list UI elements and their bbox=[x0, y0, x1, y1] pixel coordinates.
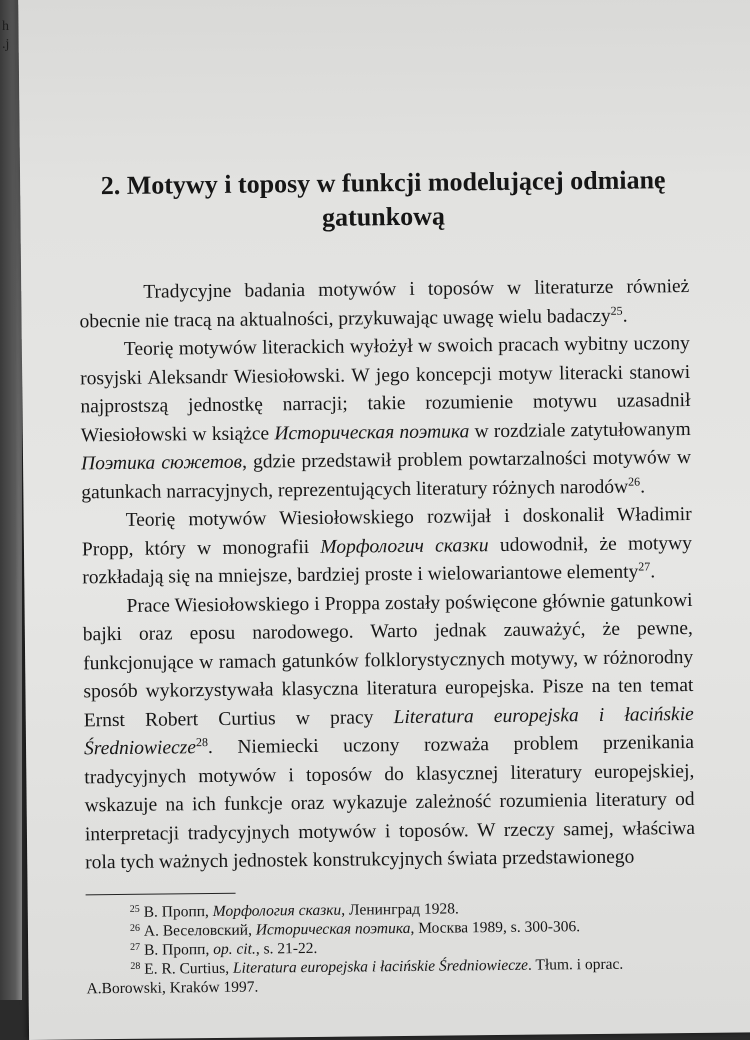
show-through-text: ​ ​ ​ ​ ​ bbox=[738, 0, 740, 125]
paragraph-text: Tradycyjne badania motywów i toposów w literaturze również obecnie nie tracą na aktualności, przykuwając uwagę wielu badaczy bbox=[79, 275, 690, 332]
footnote-number: 28 bbox=[130, 960, 141, 972]
book-title: Literatura europejska i łacińskie Średniowiecze bbox=[83, 703, 694, 760]
paragraph-text: Teorię motywów Wiesiołowskiego rozwijał i doskonalił Władimir Propp, który w monografii bbox=[81, 503, 692, 560]
paragraph-text: Teorię motywów literackich wyłożył w swoich pracach wybitny uczony rosyjski Aleksandr Wiesiołowski. W jego koncepcji motyw literacki stanowi najprostszą jednostkę narracji; takie rozumienie motywu uzasadnił Wiesiołowski w książce bbox=[80, 332, 691, 446]
book-title: Историческая поэтика bbox=[274, 420, 470, 444]
footnote-title: Literatura europejska i łacińskie Średniowiecze bbox=[232, 956, 529, 977]
paragraph-1 bbox=[79, 273, 690, 336]
previous-page-edge bbox=[0, 0, 22, 1000]
section-heading-line1: 2. Motywy i toposy w funkcji modelującej odmianę bbox=[100, 165, 666, 201]
footnote-text: , Москва 1989, s. 300-306. bbox=[410, 917, 581, 937]
book-page bbox=[18, 0, 750, 1040]
footnote-number: 26 bbox=[129, 922, 140, 934]
section-heading-line2: gatunkową bbox=[321, 201, 446, 232]
paragraph-text: udowodnił, że motywy rozkładają się na mniejsze, bardziej proste i wielowariantowe elementy bbox=[82, 532, 693, 589]
paragraph-text: Prace Wiesiołowskiego i Proppa zostały poświęcone głównie gatunkowi bajki oraz eposu narodowego. Warto jednak zauważyć, że pewne, funkcjonujące w ramach gatunków folklorystycznych motywy, w różnorodny sposób wykorzystywała klasyczna literatura europejska. Pisze na ten temat Ernst Robert Curtius w pracy bbox=[82, 589, 694, 731]
paragraph-text: , gdzie przedstawił problem powtarzalności motywów w gatunkach narracyjnych, reprezentujących literatury różnych narodów bbox=[81, 446, 692, 503]
previous-page-fragment: h .j bbox=[2, 19, 10, 52]
paragraph-text: . bbox=[640, 475, 646, 498]
footnote-text: А. Веселовский, bbox=[143, 921, 256, 940]
footnote-title: Историческая поэтика bbox=[255, 919, 411, 939]
footnote-28 bbox=[86, 953, 696, 997]
footnote-number: 25 bbox=[129, 903, 140, 915]
footnote-ref-27: 27 bbox=[638, 559, 651, 574]
footnote-ref-25: 25 bbox=[610, 303, 623, 318]
footnote-text: E. R. Curtius, bbox=[144, 959, 234, 978]
footnote-ref-26: 26 bbox=[628, 474, 641, 489]
paragraph-text: . bbox=[622, 305, 628, 327]
footnote-number: 27 bbox=[130, 941, 141, 953]
paragraph-text: . bbox=[650, 561, 656, 583]
paragraph-text: . Niemiecki uczony rozważa problem przenikania tradycyjnych motywów i toposów do klasycznej literatury europejskiej, wskazuje na ich funkcje oraz wykazuje zależność rozumienia literatury od interpretacji tradycyjnych motywów i toposów. W rzeczy samej, właściwa rola tych ważnych jednostek konstrukcyjnych świata przedstawionego bbox=[84, 731, 696, 874]
footnote-title: Морфология сказки bbox=[212, 901, 342, 920]
paragraph-3 bbox=[82, 501, 693, 593]
footnotes bbox=[86, 896, 697, 997]
footnote-text: В. Пропп, bbox=[143, 902, 213, 921]
paragraph-4 bbox=[82, 586, 695, 877]
footnote-text: В. Пропп, bbox=[143, 940, 214, 959]
paragraph-text: w rozdziale zatytułowanym bbox=[469, 418, 691, 442]
page-content bbox=[78, 163, 697, 998]
paragraph-2 bbox=[80, 330, 692, 507]
footnote-title: op. cit. bbox=[213, 940, 256, 958]
chapter-title: Поэтика сюжетов bbox=[80, 451, 243, 475]
section-heading bbox=[78, 163, 689, 237]
footnote-text: , Ленинград 1928. bbox=[341, 899, 459, 919]
footnote-text: , s. 21-22. bbox=[255, 939, 318, 958]
footnote-separator bbox=[86, 892, 236, 895]
footnote-ref-28: 28 bbox=[195, 735, 208, 750]
book-title: Морфологич сказки bbox=[320, 534, 489, 558]
footnote-text: . Tłum. i oprac. A.Borowski, Kraków 1997. bbox=[86, 955, 624, 997]
